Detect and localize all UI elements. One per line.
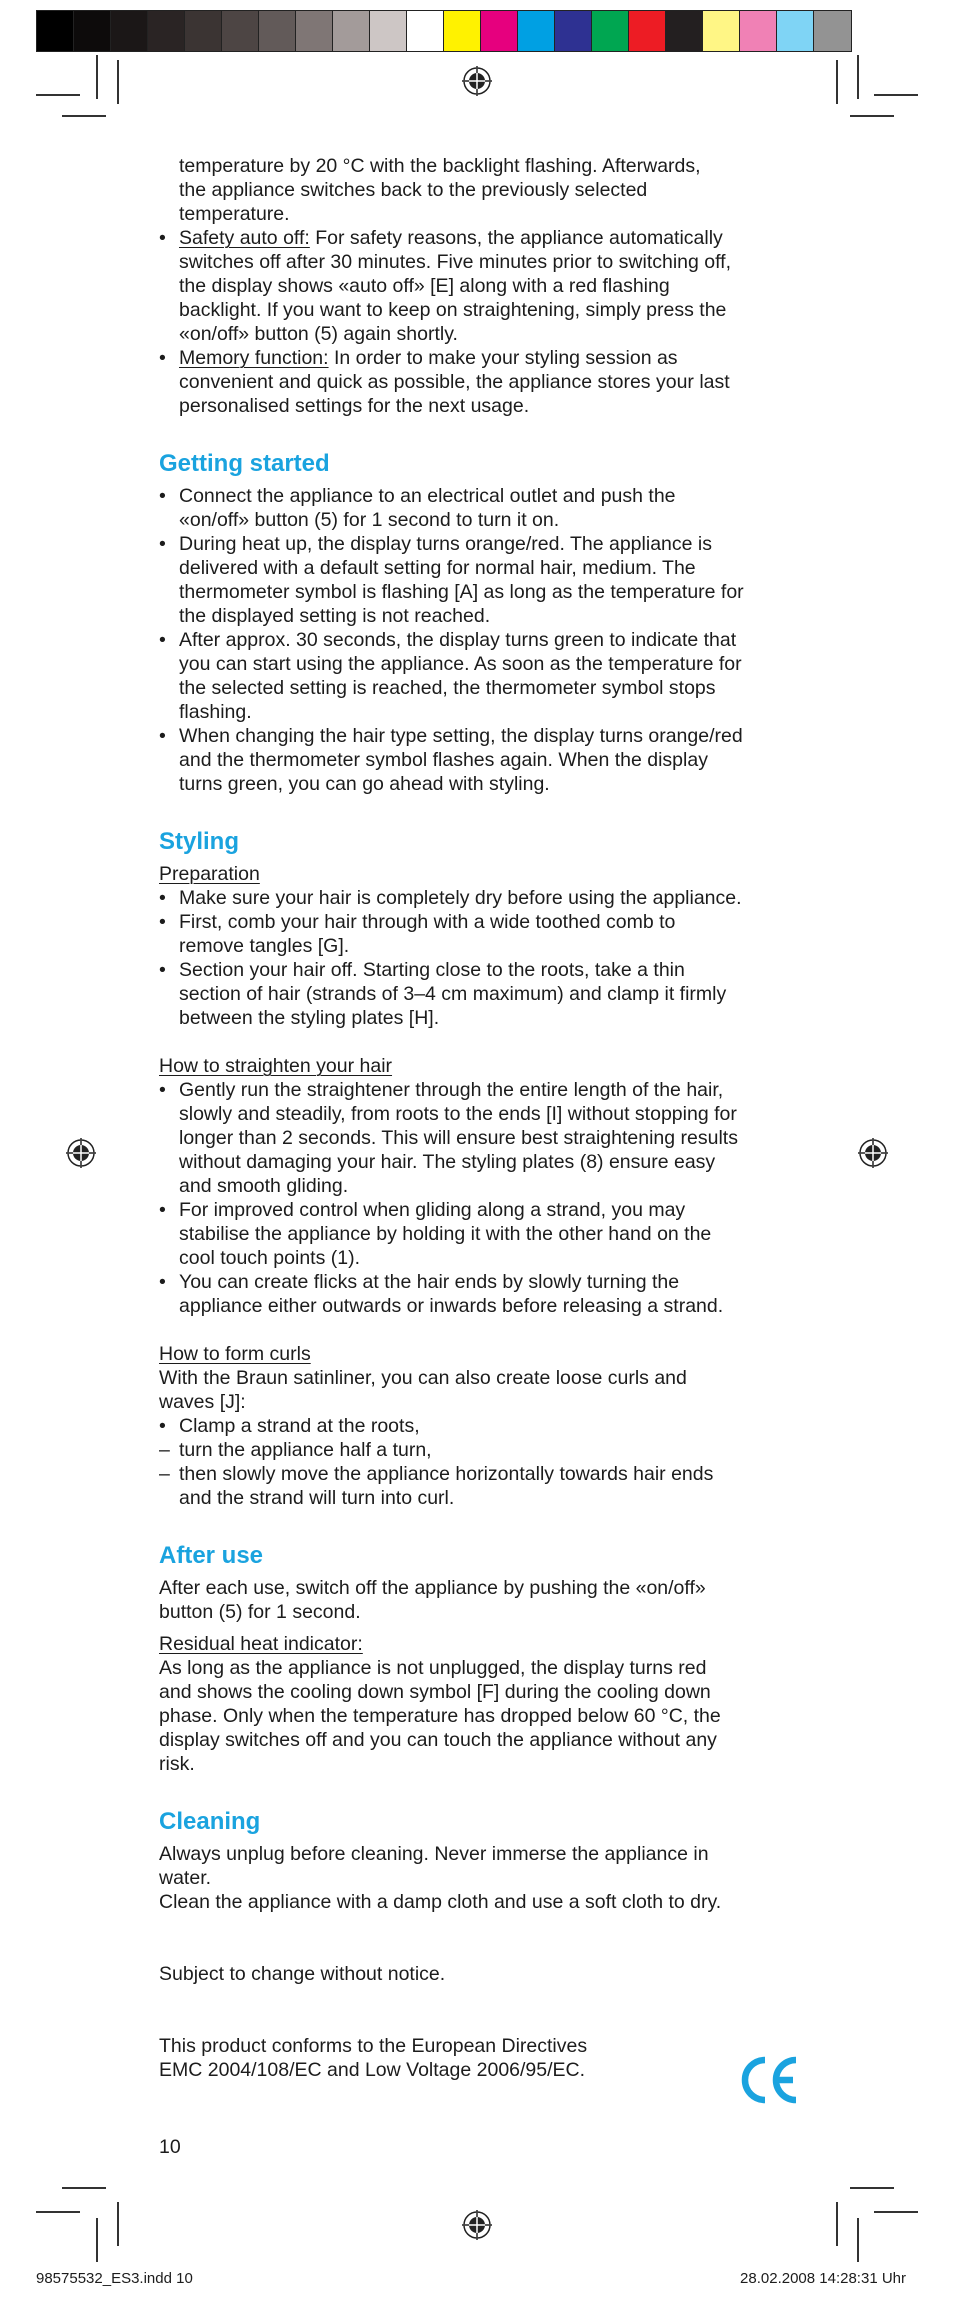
crop-mark: [117, 2202, 119, 2246]
color-swatch: [111, 11, 148, 51]
color-swatch: [666, 11, 703, 51]
bullet-mark: •: [159, 347, 166, 369]
color-swatch: [407, 11, 444, 51]
conformity-statement: This product conforms to the European Directives EMC 2004/108/EC and Low Voltage 2006/95/EC.: [159, 2035, 588, 2081]
footer-timestamp: 28.02.2008 14:28:31 Uhr: [740, 2270, 906, 2287]
curls-intro: With the Braun satinliner, you can also create loose curls and waves [J]:: [159, 1367, 687, 1413]
crop-mark: [96, 2218, 98, 2262]
intro-paragraph: temperature by 20 °C with the backlight flashing. Afterwards, the appliance switches back to the previously selected temperature.: [179, 155, 701, 225]
subheading-residual-heat: Residual heat indicator:: [159, 1633, 363, 1655]
list-item-text: turn the appliance half a turn,: [179, 1439, 432, 1461]
list-item: [159, 346, 799, 418]
section-heading-getting-started: Getting started: [159, 450, 330, 477]
list-item-text: Safety auto off: For safety reasons, the appliance automatically switches off after 30 minutes. Five minutes prior to switching off, the display shows «auto off» [E] along with a red flashing backlight. If you want to keep on straightening, simply press the «on/off» button (5) again shortly.: [179, 227, 732, 345]
page-number: 10: [159, 2136, 181, 2158]
list-item-text: Clamp a strand at the roots,: [179, 1415, 420, 1437]
list-item: [159, 958, 799, 1030]
manual-text-column: [159, 154, 799, 2082]
feature-list: [159, 226, 799, 418]
crop-mark: [96, 55, 98, 99]
color-swatch: [814, 11, 851, 51]
bullet-mark: •: [159, 1079, 166, 1101]
color-swatch: [296, 11, 333, 51]
color-swatch: [37, 11, 74, 51]
list-item-text: Gently run the straightener through the entire length of the hair, slowly and steadily, from roots to the ends [I] without stopping for longer than 2 seconds. This will ensure best straightening results without damaging your hair. The styling plates (8) ensure easy and smooth gliding.: [179, 1079, 738, 1197]
list-item: [159, 724, 799, 796]
list-item: [159, 1438, 799, 1462]
ce-mark-icon: [738, 2054, 800, 2106]
registration-mark-icon: [462, 2210, 492, 2240]
color-swatch: [333, 11, 370, 51]
color-swatch: [703, 11, 740, 51]
bullet-mark: •: [159, 227, 166, 249]
subheading-curls: How to form curls: [159, 1343, 311, 1365]
list-item: [159, 886, 799, 910]
residual-heat-text: As long as the appliance is not unplugged, the display turns red and shows the cooling down symbol [F] during the cooling down phase. Only when the temperature has dropped below 60 °C, the display switches off and you can touch the appliance without any risk.: [159, 1657, 721, 1775]
list-item-text: During heat up, the display turns orange/red. The appliance is delivered with a default setting for normal hair, medium. The thermometer symbol is flashing [A] as long as the temperature for the displayed setting is not reached.: [179, 533, 744, 627]
preparation-list: [159, 886, 799, 1030]
section-heading-after-use: After use: [159, 1542, 264, 1569]
color-swatch: [777, 11, 814, 51]
bullet-mark: •: [159, 911, 166, 933]
bullet-mark: •: [159, 485, 166, 507]
bullet-mark: •: [159, 725, 166, 747]
change-notice: Subject to change without notice.: [159, 1963, 446, 1985]
bullet-mark: –: [159, 1463, 170, 1485]
list-item-text: Connect the appliance to an electrical outlet and push the «on/off» button (5) for 1 second to turn it on.: [179, 485, 676, 531]
subheading-preparation: Preparation: [159, 863, 260, 885]
list-item-text: Memory function: In order to make your styling session as convenient and quick as possible, the appliance stores your last personalised settings for the next usage.: [179, 347, 730, 417]
list-item: [159, 628, 799, 724]
crop-mark: [874, 94, 918, 96]
crop-mark: [850, 2187, 894, 2189]
bullet-mark: •: [159, 959, 166, 981]
color-swatch: [740, 11, 777, 51]
bullet-mark: •: [159, 629, 166, 651]
list-item: [159, 1462, 799, 1510]
straighten-list: [159, 1078, 799, 1318]
cleaning-text: Always unplug before cleaning. Never immerse the appliance in water. Clean the appliance with a damp cloth and use a soft cloth to dry.: [159, 1843, 722, 1913]
color-swatch: [518, 11, 555, 51]
crop-mark: [117, 60, 119, 104]
list-item: [159, 1270, 799, 1318]
bullet-mark: •: [159, 1271, 166, 1293]
crop-mark: [36, 2211, 80, 2213]
crop-mark: [874, 2211, 918, 2213]
list-item: [159, 1198, 799, 1270]
color-swatch: [148, 11, 185, 51]
crop-mark: [850, 115, 894, 117]
color-swatch: [185, 11, 222, 51]
crop-mark: [62, 2187, 106, 2189]
color-swatch: [370, 11, 407, 51]
registration-mark-icon: [66, 1138, 96, 1168]
list-item-text: Section your hair off. Starting close to the roots, take a thin section of hair (strands of 3–4 cm maximum) and clamp it firmly between the styling plates [H].: [179, 959, 727, 1029]
color-swatch: [444, 11, 481, 51]
feature-label: Memory function:: [179, 347, 329, 369]
footer-file-info: 98575532_ES3.indd 10: [36, 2270, 193, 2287]
color-control-bar: [36, 10, 852, 52]
list-item-text: When changing the hair type setting, the display turns orange/red and the thermometer symbol flashes again. When the display turns green, you can go ahead with styling.: [179, 725, 743, 795]
crop-mark: [62, 115, 106, 117]
subheading-straighten: How to straighten your hair: [159, 1055, 393, 1077]
section-heading-cleaning: Cleaning: [159, 1808, 261, 1835]
bullet-mark: •: [159, 1199, 166, 1221]
bullet-mark: –: [159, 1439, 170, 1461]
crop-mark: [836, 60, 838, 104]
list-item-text: You can create flicks at the hair ends by slowly turning the appliance either outwards or inwards before releasing a strand.: [179, 1271, 724, 1317]
list-item-text: First, comb your hair through with a wide toothed comb to remove tangles [G].: [179, 911, 676, 957]
bullet-mark: •: [159, 533, 166, 555]
list-item: [159, 1078, 799, 1198]
after-use-text: After each use, switch off the appliance by pushing the «on/off» button (5) for 1 second.: [159, 1577, 706, 1623]
crop-mark: [857, 2218, 859, 2262]
color-swatch: [481, 11, 518, 51]
list-item: [159, 226, 799, 346]
section-heading-styling: Styling: [159, 828, 240, 855]
list-item-text: then slowly move the appliance horizontally towards hair ends and the strand will turn into curl.: [179, 1463, 714, 1509]
list-item-text: After approx. 30 seconds, the display turns green to indicate that you can start using the appliance. As soon as the temperature for the selected setting is reached, the thermometer symbol stops flashing.: [179, 629, 742, 723]
crop-mark: [836, 2202, 838, 2246]
list-item-text: Make sure your hair is completely dry before using the appliance.: [179, 887, 742, 909]
bullet-mark: •: [159, 1415, 166, 1437]
feature-label: Safety auto off:: [179, 227, 310, 249]
color-swatch: [74, 11, 111, 51]
crop-mark: [36, 94, 80, 96]
color-swatch: [629, 11, 666, 51]
registration-mark-icon: [858, 1138, 888, 1168]
registration-mark-icon: [462, 66, 492, 96]
crop-mark: [857, 55, 859, 99]
list-item: [159, 1414, 799, 1438]
list-item-text: For improved control when gliding along a strand, you may stabilise the appliance by holding it with the other hand on the cool touch points (1).: [179, 1199, 712, 1269]
bullet-mark: •: [159, 887, 166, 909]
color-swatch: [592, 11, 629, 51]
list-item: [159, 532, 799, 628]
getting-started-list: [159, 484, 799, 796]
color-swatch: [222, 11, 259, 51]
list-item: [159, 484, 799, 532]
curls-list: [159, 1414, 799, 1510]
list-item: [159, 910, 799, 958]
color-swatch: [259, 11, 296, 51]
color-swatch: [555, 11, 592, 51]
